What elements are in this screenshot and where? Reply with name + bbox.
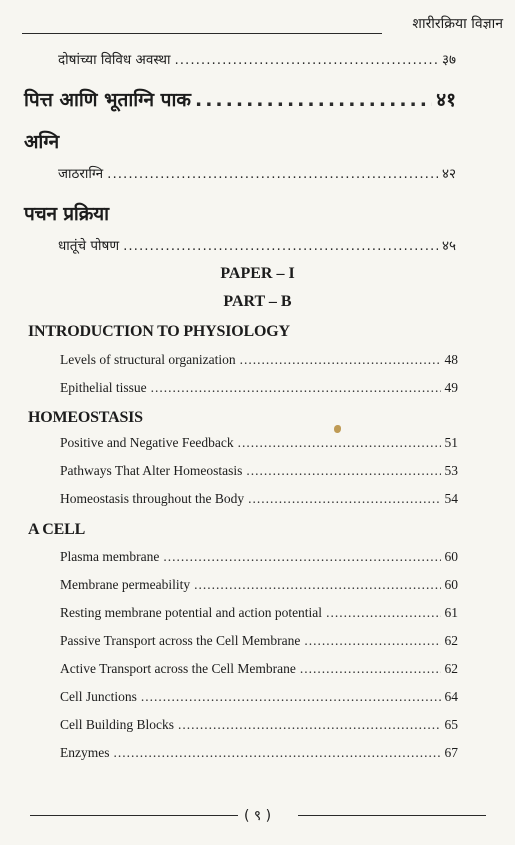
section-heading: अग्नि (24, 131, 59, 153)
toc-entry-page: 60 (444, 577, 458, 592)
toc-entry-page: 64 (444, 689, 458, 704)
toc-entry[interactable] (60, 577, 458, 593)
toc-section-page: ४१ (436, 89, 456, 111)
toc-entry-label: Levels of structural organization (60, 352, 236, 367)
toc-entry[interactable] (60, 745, 458, 761)
section-heading: HOMEOSTASIS (28, 409, 143, 426)
leader-dots (151, 380, 441, 396)
toc-section-entry[interactable] (24, 86, 456, 112)
toc-entry-label: Membrane permeability (60, 577, 191, 592)
leader-dots (114, 745, 441, 761)
paper-stain (334, 425, 341, 433)
toc-entry[interactable] (60, 633, 458, 649)
toc-entry-label: Cell Junctions (60, 689, 137, 704)
toc-entry-page: 53 (444, 463, 458, 478)
leader-dots (141, 689, 441, 705)
toc-entry-label: Cell Building Blocks (60, 717, 175, 732)
toc-entry[interactable] (60, 605, 458, 621)
paper-title: PAPER – I (220, 265, 295, 282)
toc-entry-label: जाठराग्नि (58, 166, 104, 182)
leader-dots (194, 577, 440, 593)
section-heading: INTRODUCTION TO PHYSIOLOGY (28, 323, 290, 340)
leader-dots (107, 166, 438, 182)
toc-entry-label: धातूंचे पोषण (58, 238, 120, 254)
toc-entry-label: Active Transport across the Cell Membrane (60, 661, 296, 676)
toc-entry[interactable] (60, 380, 458, 396)
toc-entry-label: Plasma membrane (60, 549, 160, 564)
toc-entry[interactable] (60, 463, 458, 479)
toc-entry-page: ४५ (441, 238, 456, 254)
leader-dots (300, 661, 441, 677)
toc-entry-page: 51 (444, 435, 458, 450)
toc-entry[interactable] (58, 50, 456, 68)
toc-entry[interactable] (60, 717, 458, 733)
toc-entry-page: 62 (444, 661, 458, 676)
toc-entry-page: 67 (444, 745, 458, 760)
toc-entry[interactable] (60, 352, 458, 368)
toc-entry-label: दोषांच्या विविध अवस्था (58, 52, 171, 68)
toc-entry-page: 60 (444, 549, 458, 564)
leader-dots (163, 549, 440, 565)
toc-entry[interactable] (60, 689, 458, 705)
toc-entry-page: 62 (444, 633, 458, 648)
toc-entry-page: 61 (444, 605, 458, 620)
leader-dots (246, 463, 440, 479)
toc-entry-page: 65 (444, 717, 458, 732)
part-title: PART – B (223, 293, 292, 310)
toc-entry[interactable] (60, 435, 458, 451)
running-header: शारीरक्रिया विज्ञान (412, 16, 503, 32)
section-heading: A CELL (28, 521, 86, 538)
leader-dots (195, 89, 432, 111)
toc-entry-label: Epithelial tissue (60, 380, 147, 395)
toc-entry[interactable] (60, 549, 458, 565)
toc-entry[interactable] (60, 491, 458, 507)
leader-dots (123, 238, 438, 254)
leader-dots (174, 52, 438, 68)
toc-entry-label: Enzymes (60, 745, 110, 760)
page-number: ( ९ ) (243, 808, 272, 824)
header-rule (22, 33, 382, 34)
leader-dots (178, 717, 440, 733)
leader-dots (326, 605, 440, 621)
toc-entry[interactable] (60, 661, 458, 677)
toc-entry-page: ३७ (441, 52, 456, 68)
toc-section-label: पित्त आणि भूताग्नि पाक (24, 89, 191, 111)
toc-entry-page: 49 (444, 380, 458, 395)
section-heading: पचन प्रक्रिया (24, 203, 109, 225)
leader-dots (248, 491, 440, 507)
toc-entry-page: ४२ (441, 166, 456, 182)
leader-dots (238, 435, 441, 451)
toc-entry-label: Pathways That Alter Homeostasis (60, 463, 243, 478)
leader-dots (240, 352, 441, 368)
toc-entry-label: Positive and Negative Feedback (60, 435, 234, 450)
toc-entry[interactable] (58, 164, 456, 182)
leader-dots (304, 633, 440, 649)
toc-entry[interactable] (58, 236, 456, 254)
toc-entry-label: Homeostasis throughout the Body (60, 491, 245, 506)
toc-entry-page: 48 (444, 352, 458, 367)
toc-entry-label: Resting membrane potential and action potential (60, 605, 323, 620)
toc-entry-page: 54 (444, 491, 458, 506)
toc-entry-label: Passive Transport across the Cell Membrane (60, 633, 301, 648)
